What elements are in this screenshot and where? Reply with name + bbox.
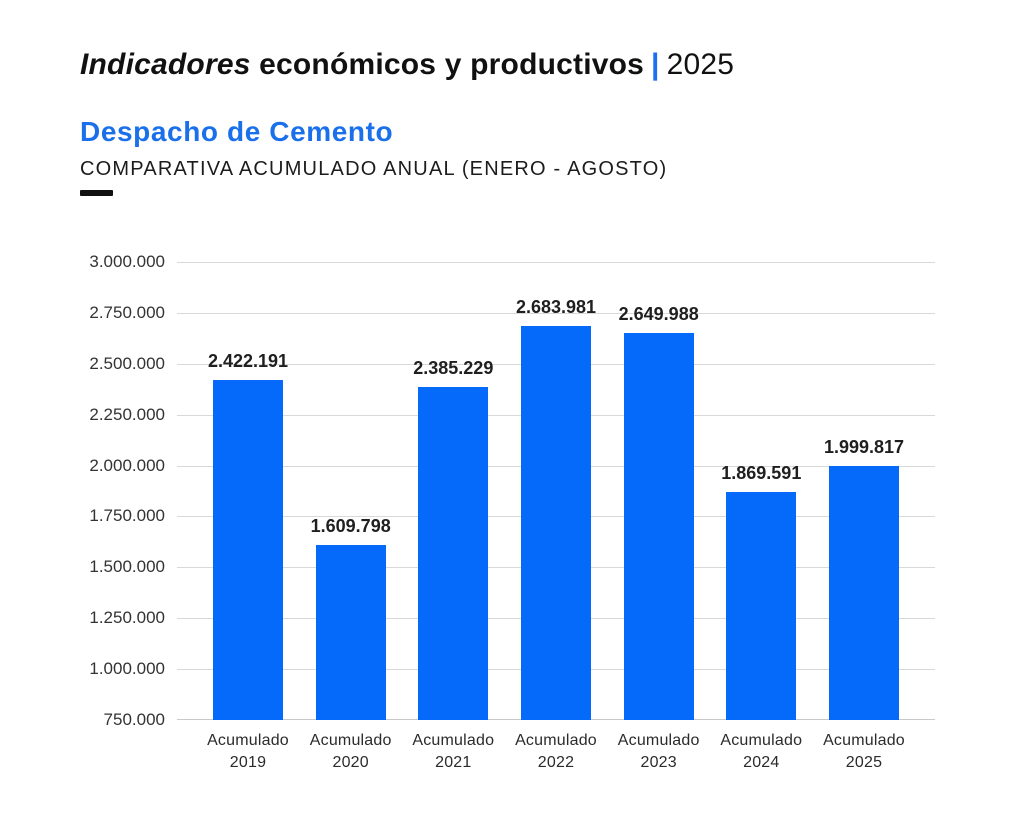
page-title-separator: | (651, 48, 660, 81)
y-tick-label: 2.500.000 (89, 353, 165, 373)
y-tick-label: 1.750.000 (89, 506, 165, 526)
bar-value-label-2020: 1.609.798 (310, 516, 391, 536)
bar-2020 (316, 545, 386, 720)
y-tick-label: 1.500.000 (89, 557, 165, 577)
bar-2021 (418, 387, 488, 720)
bar-2025 (829, 466, 899, 720)
y-tick-label: 1.000.000 (89, 659, 165, 679)
bar-value-label-2024: 1.869.591 (721, 463, 802, 484)
x-tick-year: 2020 (332, 754, 369, 771)
x-tick-year: 2023 (640, 754, 677, 771)
x-tick-line1: Acumulado (617, 732, 700, 749)
bar-2024 (726, 492, 796, 720)
y-tick-label: 3.000.000 (89, 252, 165, 271)
section-title: Despacho de Cemento (80, 116, 394, 147)
x-tick-year: 2021 (435, 754, 472, 771)
page-title-rest-part: económicos y productivos (259, 48, 645, 81)
bar-value-label-2025: 1.999.817 (823, 436, 905, 457)
plot-area (177, 262, 935, 720)
x-axis (177, 730, 935, 790)
x-tick-line1: Acumulado (720, 732, 803, 749)
bar-value-label-2023: 2.649.988 (618, 304, 699, 325)
bar-2023 (624, 333, 694, 720)
x-tick-year: 2019 (229, 754, 267, 771)
bar-value-label-2022: 2.683.981 (515, 297, 597, 318)
x-tick-year: 2022 (537, 754, 575, 771)
bar-value-label-2021: 2.385.229 (413, 358, 494, 379)
page-title-italic-part: Indicadores (80, 48, 251, 81)
x-tick-line1: Acumulado (412, 732, 495, 749)
y-tick-label: 2.000.000 (89, 455, 165, 475)
x-tick-line1: Acumulado (207, 732, 289, 749)
gridline-3.000.000 (177, 262, 935, 263)
y-tick-label: 2.750.000 (89, 302, 165, 322)
y-tick-label: 2.250.000 (89, 404, 165, 424)
y-tick-label: 750.000 (103, 710, 165, 729)
bar-2019 (213, 380, 283, 720)
y-axis (0, 252, 165, 729)
x-tick-line1: Acumulado (309, 732, 392, 749)
x-tick-year: 2024 (743, 754, 780, 771)
page-title-year: 2025 (666, 48, 735, 81)
bar-2022 (521, 326, 591, 720)
section-subtitle: COMPARATIVA ACUMULADO ANUAL (ENERO - AGOSTO) (80, 158, 668, 180)
x-tick-line1: Acumulado (515, 732, 597, 749)
bar-value-label-2019: 2.422.191 (207, 350, 289, 371)
x-tick-label-2025 (802, 730, 926, 774)
x-tick-line1: Acumulado (823, 732, 905, 749)
x-tick-year: 2025 (845, 754, 883, 771)
y-tick-label: 1.250.000 (89, 608, 165, 628)
